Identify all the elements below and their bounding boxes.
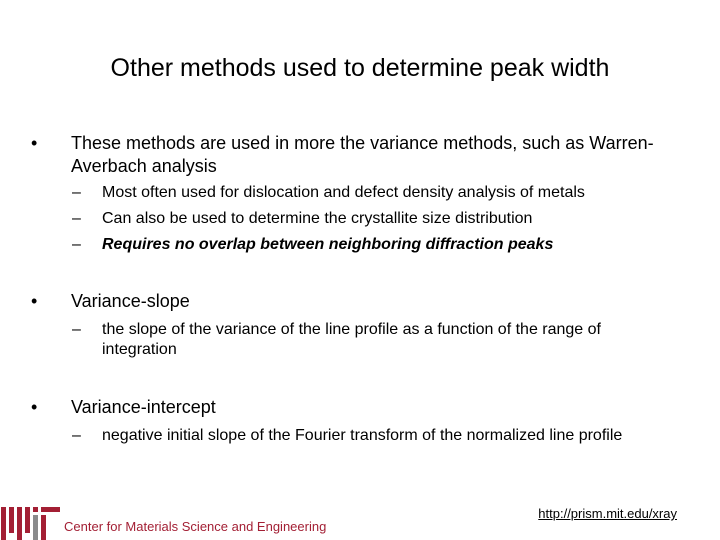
sub-bullet-text: negative initial slope of the Fourier transform of the normalized line profile (102, 427, 623, 444)
bullet-marker: • (31, 397, 38, 417)
sub-bullet-text: Most often used for dislocation and defect density analysis of metals (102, 184, 585, 201)
sub-bullet-marker: – (72, 184, 81, 201)
bullet-text: Variance-intercept (71, 397, 216, 417)
center-name: Center for Materials Science and Engineering (64, 519, 327, 534)
sub-bullet-text: Can also be used to determine the crystallite size distribution (102, 210, 533, 227)
sub-bullet-item (72, 183, 672, 203)
sub-bullet-marker: – (72, 321, 81, 338)
bullet-item (31, 290, 671, 313)
sub-bullet-marker: – (72, 210, 81, 227)
bullet-text: Variance-slope (71, 291, 190, 311)
bullet-item (31, 132, 671, 178)
sub-bullet-text: the slope of the variance of the line profile as a function of the range of integration (102, 321, 601, 358)
sub-bullet-item (72, 426, 632, 446)
sub-bullet-item (72, 320, 672, 360)
bullet-item (31, 396, 671, 419)
sub-bullet-item (72, 235, 672, 255)
bullet-marker: • (31, 133, 38, 153)
bullet-marker: • (31, 291, 38, 311)
footer-link[interactable]: http://prism.mit.edu/xray (538, 506, 677, 521)
mit-logo-icon (0, 503, 62, 540)
sub-bullet-text: Requires no overlap between neighboring diffraction peaks (102, 236, 554, 253)
bullet-text: These methods are used in more the variance methods, such as Warren-Averbach analysis (71, 133, 654, 176)
sub-bullet-item (72, 209, 672, 229)
sub-bullet-marker: – (72, 236, 81, 253)
sub-bullet-marker: – (72, 427, 81, 444)
slide-title: Other methods used to determine peak width (110, 54, 610, 82)
